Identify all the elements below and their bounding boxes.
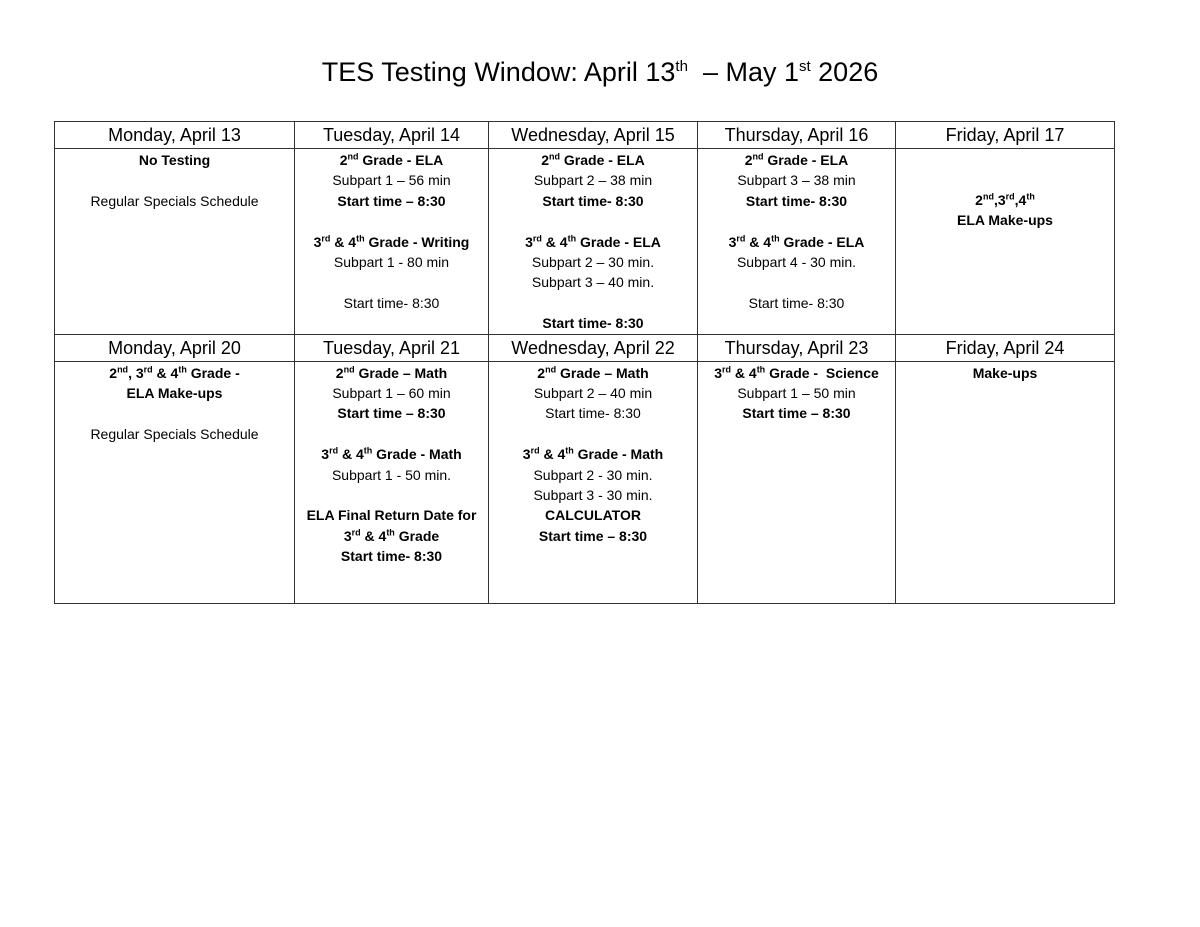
grade-session-heading: 2nd Grade - ELA — [541, 151, 645, 168]
day-cell-fri-apr17 — [896, 149, 1115, 335]
day-header-tue-apr21: Tuesday, April 21 — [295, 334, 489, 361]
specials-schedule-note: Regular Specials Schedule — [90, 192, 259, 209]
subpart-line: Subpart 4 - 30 min. — [736, 254, 857, 271]
grade-session-heading: 2nd Grade - ELA — [744, 151, 849, 168]
day-cell-tue-apr14 — [295, 149, 489, 335]
start-time-line: Start time- 8:30 — [343, 294, 440, 311]
start-time-line: Start time- 8:30 — [745, 192, 848, 209]
start-time-line: Start time- 8:30 — [542, 315, 644, 332]
week1-body-row — [55, 149, 1115, 335]
day-cell-mon-apr13 — [55, 149, 295, 335]
day-cell-thu-apr16 — [698, 149, 896, 335]
makeups-label: ELA Make-ups — [957, 212, 1053, 229]
day-cell-mon-apr20 — [55, 361, 295, 603]
subpart-line: Subpart 3 – 38 min — [737, 172, 856, 189]
day-cell-wed-apr15 — [489, 149, 698, 335]
start-time-line: Start time – 8:30 — [337, 405, 446, 422]
start-time-line: Start time – 8:30 — [742, 405, 851, 422]
start-time-line: Start time- 8:30 — [340, 548, 443, 565]
grade-session-heading: 2nd Grade – Math — [335, 363, 448, 381]
day-header-thu-apr16: Thursday, April 16 — [698, 122, 896, 149]
day-cell-wed-apr22 — [489, 361, 698, 603]
day-header-fri-apr17: Friday, April 17 — [896, 122, 1115, 149]
grade-list-heading: 2nd,3rd,4th — [975, 191, 1035, 208]
grade-session-heading: 3rd & 4th Grade - Math — [321, 445, 462, 463]
start-time-line: Start time- 8:30 — [545, 405, 641, 422]
makeups-label: Make-ups — [972, 364, 1038, 381]
grade-session-heading: 3rd & 4th Grade - Science — [714, 363, 879, 381]
week2-body-row — [55, 361, 1115, 603]
day-header-tue-apr14: Tuesday, April 14 — [295, 122, 489, 149]
week1-header-row — [55, 122, 1115, 149]
subpart-line: Subpart 3 - 30 min. — [533, 487, 653, 504]
no-testing-label: No Testing — [138, 152, 211, 168]
subpart-line: Subpart 1 – 50 min — [737, 385, 856, 402]
grade-session-heading: 2nd Grade - ELA — [339, 151, 444, 168]
page-title: TES Testing Window: April 13th – May 1st 2026 — [321, 57, 879, 87]
subpart-line: Subpart 1 - 50 min. — [331, 466, 452, 483]
subpart-line: Subpart 3 – 40 min. — [531, 274, 655, 291]
grade-session-heading: 2nd Grade – Math — [537, 363, 649, 381]
grade-session-heading: 3rd & 4th Grade - Writing — [313, 232, 470, 250]
start-time-line: Start time- 8:30 — [748, 294, 845, 311]
grade-session-heading: 3rd & 4th Grade — [343, 527, 440, 544]
subpart-line: Subpart 2 - 30 min. — [533, 466, 653, 483]
day-header-mon-apr20: Monday, April 20 — [55, 334, 295, 361]
subpart-line: Subpart 2 – 38 min — [533, 172, 653, 189]
day-cell-thu-apr23 — [698, 361, 896, 603]
subpart-line: Subpart 2 – 40 min — [533, 385, 653, 402]
week2-header-row — [55, 334, 1115, 361]
grade-session-heading: 3rd & 4th Grade - ELA — [525, 232, 661, 250]
calculator-label: CALCULATOR — [545, 507, 641, 524]
subpart-line: Subpart 1 - 80 min — [333, 254, 450, 271]
day-header-thu-apr23: Thursday, April 23 — [698, 334, 896, 361]
day-header-fri-apr24: Friday, April 24 — [896, 334, 1115, 361]
start-time-line: Start time – 8:30 — [337, 192, 446, 209]
day-header-wed-apr22: Wednesday, April 22 — [489, 334, 698, 361]
day-cell-fri-apr24 — [896, 361, 1115, 603]
makeups-label: ELA Make-ups — [126, 385, 223, 402]
subpart-line: Subpart 1 – 60 min — [332, 385, 451, 402]
testing-schedule-table — [54, 121, 1115, 604]
specials-schedule-note: Regular Specials Schedule — [90, 425, 259, 442]
subpart-line: Subpart 2 – 30 min. — [531, 254, 655, 271]
grade-session-heading: 3rd & 4th Grade - ELA — [728, 232, 865, 250]
grade-session-heading: 3rd & 4th Grade - Math — [522, 445, 664, 463]
day-header-wed-apr15: Wednesday, April 15 — [489, 122, 698, 149]
start-time-line: Start time- 8:30 — [542, 192, 644, 209]
day-cell-tue-apr21 — [295, 361, 489, 603]
ela-final-return-note: ELA Final Return Date for — [306, 507, 477, 524]
grade-list-heading: 2nd, 3rd & 4th Grade - — [109, 363, 240, 381]
day-header-mon-apr13: Monday, April 13 — [55, 122, 295, 149]
start-time-line: Start time – 8:30 — [538, 527, 648, 544]
subpart-line: Subpart 1 – 56 min — [332, 172, 451, 189]
